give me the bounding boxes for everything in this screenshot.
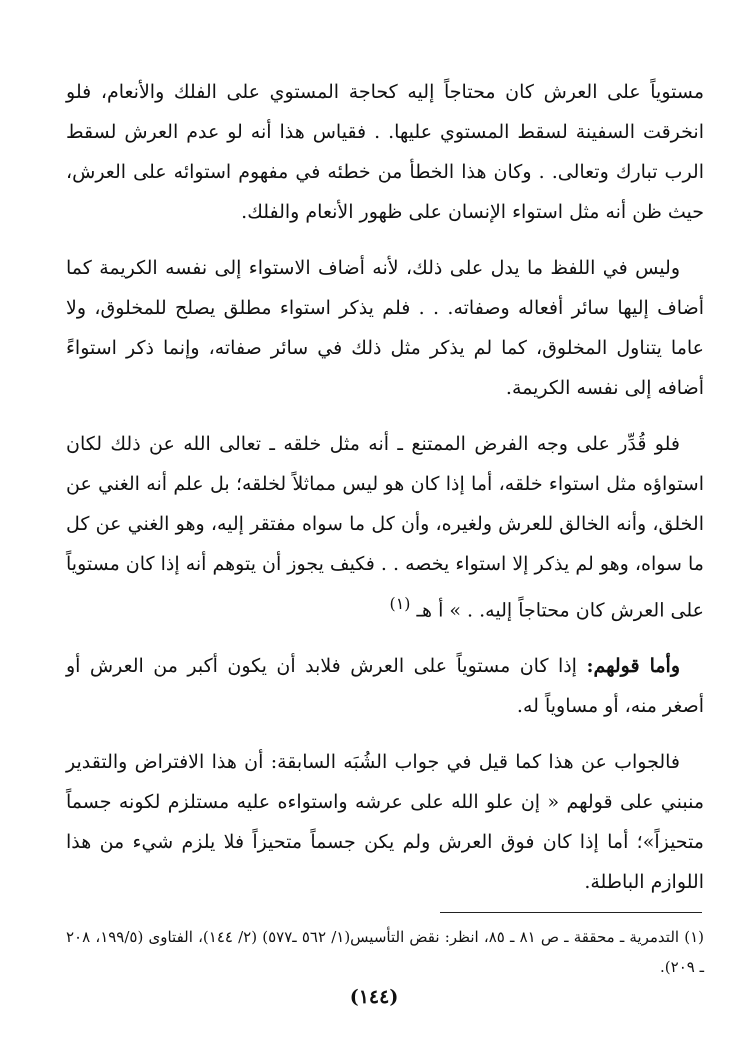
question-label: وأما قولهم: [586, 655, 680, 678]
footnote-reference: (١) [389, 594, 411, 613]
footnote-divider [440, 912, 702, 913]
page-body [66, 72, 704, 918]
paragraph-3 [66, 424, 704, 630]
page-number: (١٤٤) [349, 986, 399, 1008]
paragraph-1: مستوياً على العرش كان محتاجاً إليه كحاجة المستوي على الفلك والأنعام، فلو انخرقت السفينة لسقط المستوي عليها. . فقياس هذا أنه لو عدم العرش لسقط الرب تبارك وتعالى. . وكان هذا الخطأ من خطئه في مفهوم استوائه على العرش، حيث ظن أنه مثل استواء الإنسان على ظهور الأنعام والفلك. [66, 81, 704, 223]
paragraph-2: وليس في اللفظ ما يدل على ذلك، لأنه أضاف الاستواء إلى نفسه الكريمة كما أضاف إليها سائر أفعاله وصفاته. . . فلم يذكر استواء مطلق يصلح للمخلوق، ولا عاما يتناول المخلوق، كما لم يذكر مثل ذلك في سائر صفاته، وإنما ذكر استواءً أضافه إلى نفسه الكريمة. [66, 257, 704, 399]
paragraph-answer: فالجواب عن هذا كما قيل في جواب الشُبَه السابقة: أن هذا الافتراض والتقدير منبني على قولهم « إن علو الله على عرشه واستواءه عليه مستلزم لكونه جسماً متحيزاً»؛ أما إذا كان فوق العرش ولم يكن جسماً متحيزاً فلا يلزم شيء من هذا اللوازم الباطلة. [66, 751, 704, 894]
question-text: إذا كان مستوياً على العرش فلابد أن يكون أكبر من العرش أو أصغر منه، أو مساوياً له. [66, 655, 704, 718]
paragraph-question [66, 646, 704, 726]
footnote: (١) التدمرية ـ محققة ـ ص ٨١ ـ ٨٥، انظر: نقض التأسيس(١/ ٥٦٢ ـ٥٧٧) (٢/ ١٤٤)، الفتاوى (١٩٩/٥، ٢٠٨ ـ ٢٠٩). [66, 928, 704, 976]
paragraph-3-text: فلو قُدِّر على وجه الفرض الممتنع ـ أنه مثل خلقه ـ تعالى الله عن ذلك لكان استواؤه مثل استواء خلقه، أما إذا كان هو ليس مماثلاً لخلقه؛ بل علم أنه الغني عن الخلق، وأنه الخالق للعرش ولغيره، وأن كل ما سواه مفتقر إليه، وهو الغني عن كل ما سواه، وهو لم يذكر إلا استواء يخصه . . فكيف يجوز أن يتوهم أنه إذا كان مستوياً على العرش كان محتاجاً إليه. . » أ هـ [66, 433, 704, 622]
